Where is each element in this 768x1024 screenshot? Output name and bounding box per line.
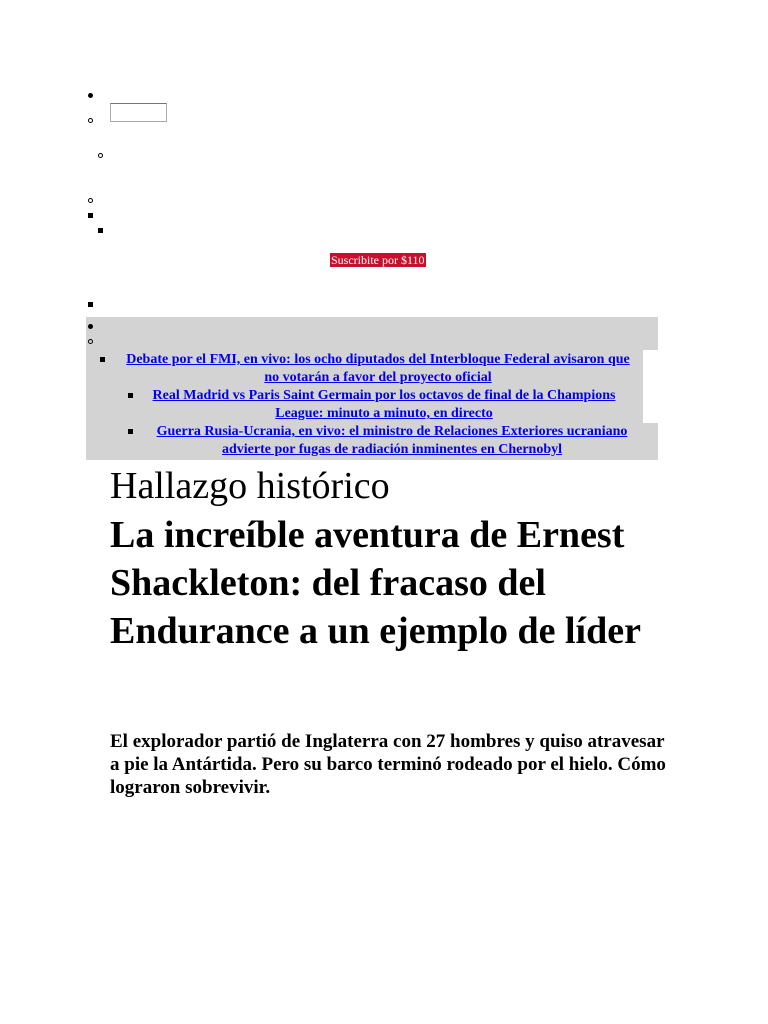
nav-subitem-bullet [88, 198, 93, 203]
nav-bullet [88, 302, 93, 307]
subscribe-button[interactable]: Suscribite por $110 [331, 253, 425, 267]
search-input[interactable] [110, 103, 167, 122]
nav-bullet [88, 213, 93, 218]
news-link-bullet [128, 393, 133, 398]
nav-subitem-bullet [98, 153, 103, 158]
nav-bullet [88, 93, 93, 98]
news-link-bullet [128, 429, 133, 434]
article-kicker: Hallazgo histórico [110, 465, 390, 507]
trending-subitem-bullet [88, 339, 93, 344]
trending-band [86, 317, 658, 350]
news-link-ucrania[interactable]: Guerra Rusia-Ucrania, en vivo: el ministro de Relaciones Exteriores ucraniano advierte por fugas de radiación inminentes en Chernobyl [156, 424, 628, 457]
article-lede: El explorador partió de Inglaterra con 27 hombres y quiso atravesar a pie la Antártida. Pero su barco terminó rodeado por el hielo. Cómo lograron sobrevivir. [110, 731, 666, 798]
trending-bullet [88, 324, 93, 329]
article-headline: La increíble aventura de Ernest Shackleton: del fracaso del Endurance a un ejemplo de líder [110, 514, 641, 652]
nav-subitem-bullet [88, 118, 93, 123]
nav-bullet [98, 228, 103, 233]
news-link-champions[interactable]: Real Madrid vs Paris Saint Germain por los octavos de final de la Champions League: minuto a minuto, en directo [152, 388, 616, 421]
news-link-bullet [100, 357, 105, 362]
news-link-fmi[interactable]: Debate por el FMI, en vivo: los ocho diputados del Interbloque Federal avisaron que no votarán a favor del proyecto oficial [126, 352, 630, 385]
